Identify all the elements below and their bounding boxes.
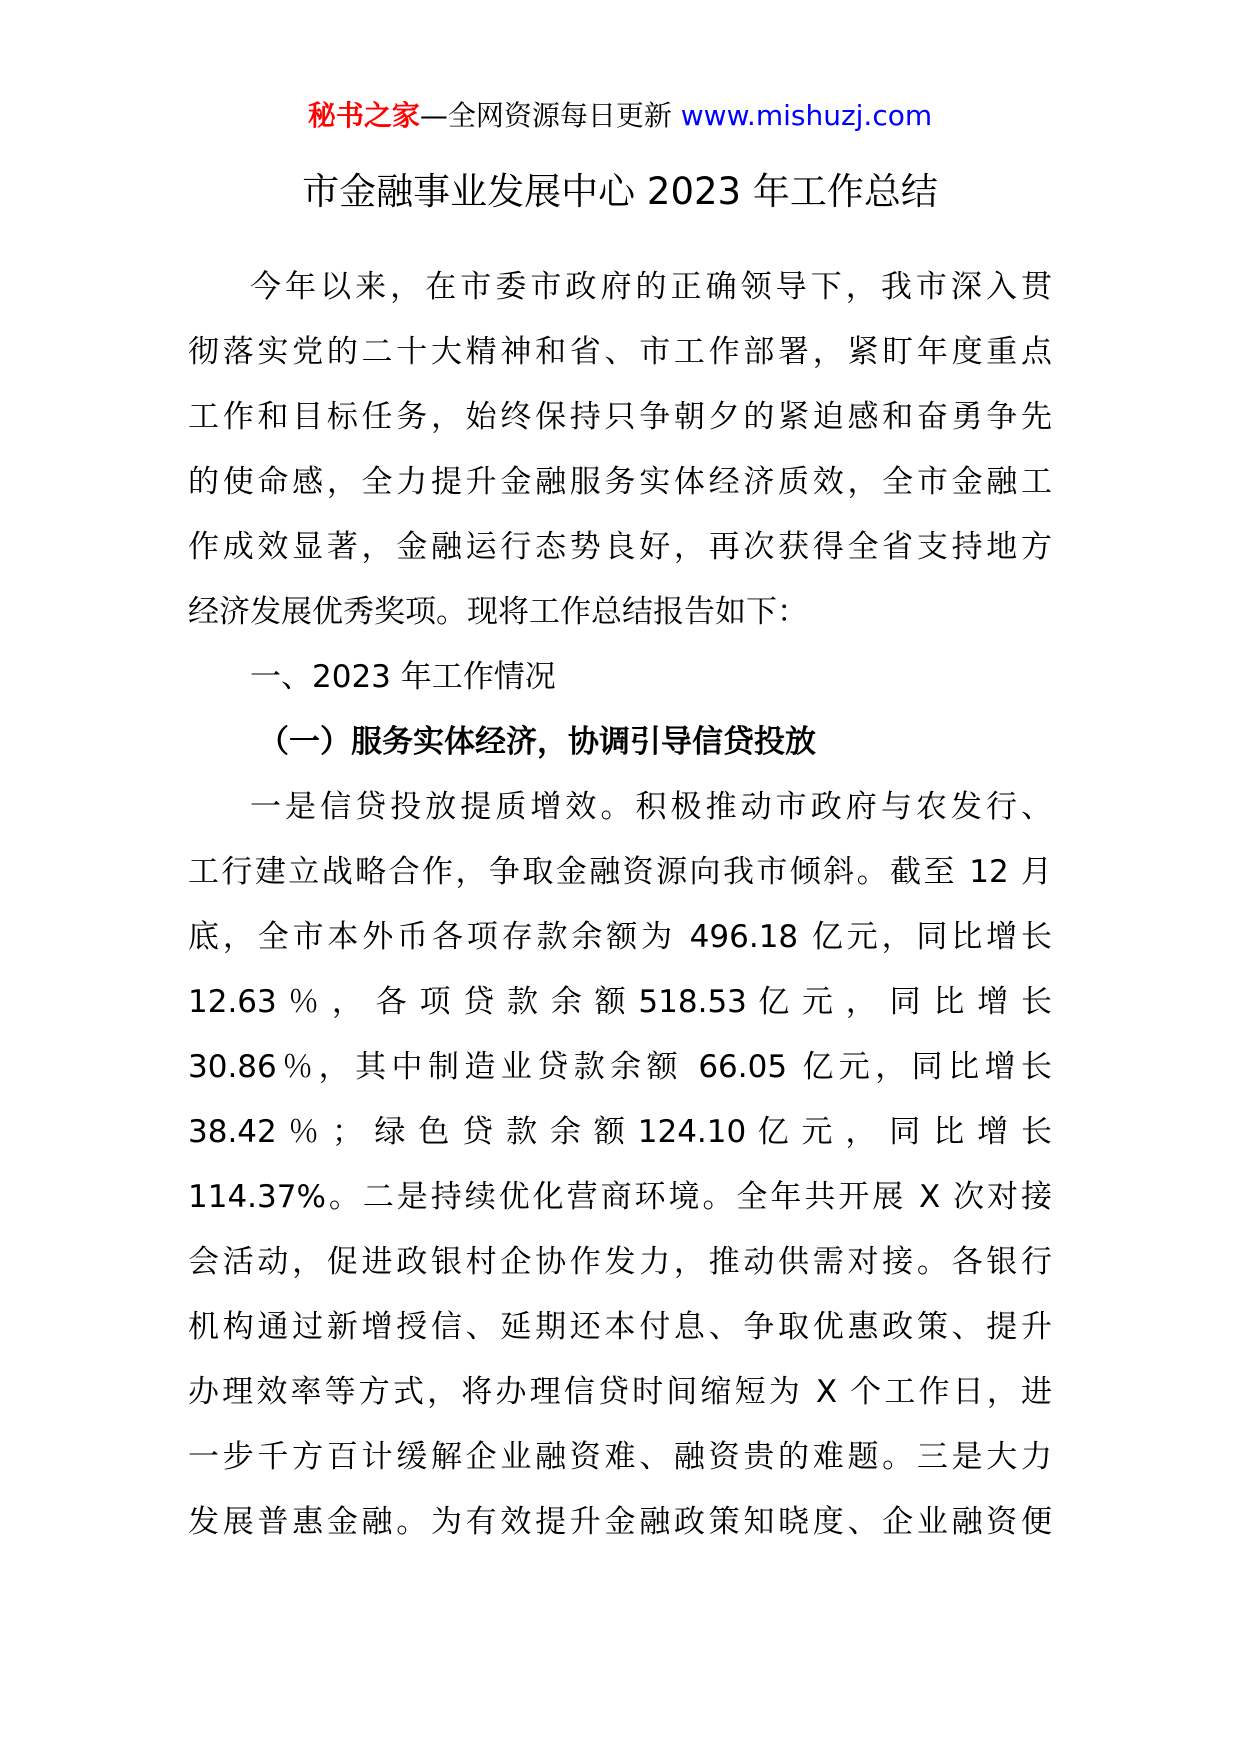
header-tagline: —全网资源每日更新	[419, 99, 681, 132]
paragraph-line: 机构通过新增授信、延期还本付息、争取优惠政策、提升	[188, 1309, 1052, 1345]
document-body	[188, 255, 1052, 1555]
paragraph-line: 底，全市本外币各项存款余额为 496.18 亿元，同比增长	[188, 919, 1052, 955]
site-url[interactable]: www.mishuzj.com	[680, 99, 933, 132]
paragraph-line: 114.37%。二是持续优化营商环境。全年共开展 X 次对接	[188, 1179, 1052, 1215]
site-header	[0, 96, 1240, 136]
paragraph-line: 办理效率等方式，将办理信贷时间缩短为 X 个工作日，进	[188, 1374, 1052, 1410]
paragraph-line: 一是信贷投放提质增效。积极推动市政府与农发行、	[250, 789, 1052, 825]
paragraph-line: 发展普惠金融。为有效提升金融政策知晓度、企业融资便	[188, 1504, 1052, 1540]
document-title: 市金融事业发展中心 2023 年工作总结	[302, 170, 938, 213]
section-heading: 一、2023 年工作情况	[250, 659, 556, 695]
subsection-heading: （一）服务实体经济，协调引导信贷投放	[258, 724, 816, 760]
paragraph-line: 12.63 ％ ， 各 项 贷 款 余 额 518.53 亿 元 ， 同 比 增 长	[188, 984, 1052, 1020]
paragraph-line: 工行建立战略合作，争取金融资源向我市倾斜。截至 12 月	[188, 854, 1052, 890]
paragraph-line: 经济发展优秀奖项。现将工作总结报告如下：	[188, 594, 808, 630]
paragraph-line: 30.86％，其中制造业贷款余额 66.05 亿元，同比增长	[188, 1049, 1052, 1085]
paragraph-line: 工作和目标任务，始终保持只争朝夕的紧迫感和奋勇争先	[188, 399, 1052, 435]
paragraph-line: 会活动，促进政银村企协作发力，推动供需对接。各银行	[188, 1244, 1052, 1280]
paragraph-line: 彻落实党的二十大精神和省、市工作部署，紧盯年度重点	[188, 334, 1052, 370]
paragraph-line: 的使命感，全力提升金融服务实体经济质效，全市金融工	[188, 464, 1052, 500]
paragraph-line: 作成效显著，金融运行态势良好，再次获得全省支持地方	[188, 529, 1052, 565]
paragraph-line: 一步千方百计缓解企业融资难、融资贵的难题。三是大力	[188, 1439, 1052, 1475]
paragraph-line: 38.42 ％ ； 绿 色 贷 款 余 额 124.10 亿 元 ， 同 比 增 长	[188, 1114, 1052, 1150]
paragraph-line: 今年以来，在市委市政府的正确领导下，我市深入贯	[250, 269, 1052, 305]
brand-name: 秘书之家	[307, 99, 420, 132]
